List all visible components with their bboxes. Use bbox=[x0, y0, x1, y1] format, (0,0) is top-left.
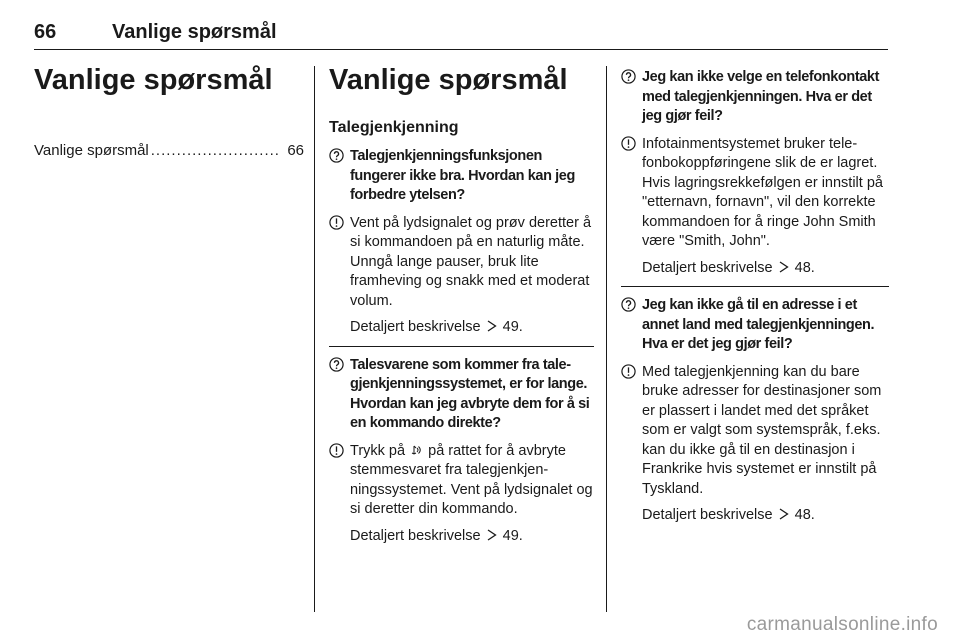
question-text: Jeg kan ikke gå til en adresse i et annet land med talegjenkjenningen. Hva er det jeg gjør feil? bbox=[642, 297, 875, 352]
answer-text-after: på rattet for å avbryte stemmesvaret fra talegjenkjenningssystemet. Vent på lydsignalet og si deretter din kommando. bbox=[350, 442, 593, 517]
question-item bbox=[329, 356, 594, 434]
section-title: Vanlige spørsmål bbox=[329, 64, 568, 96]
toc-page: 66 bbox=[287, 142, 304, 159]
answer-item bbox=[329, 442, 594, 520]
separator bbox=[621, 286, 889, 287]
detail-reference[interactable] bbox=[329, 527, 594, 547]
detail-page: 49. bbox=[502, 319, 523, 335]
detail-reference[interactable] bbox=[329, 318, 594, 338]
page-reference-icon bbox=[487, 320, 497, 332]
column-divider bbox=[606, 66, 607, 612]
answer-text: Infotainmentsystemet bruker telefonbokoppføringene slik de er lagret. Hvis lagringsrekkefølgen er innstilt på "etternavn, fornavn", vil den korrekte kommandoen for å ringe John Smith være "Smith, John". bbox=[642, 135, 883, 249]
exclamation-icon bbox=[329, 215, 344, 230]
toc-label: Vanlige spørsmål bbox=[34, 142, 149, 159]
content-column-2 bbox=[621, 68, 889, 526]
answer-text bbox=[350, 442, 594, 520]
answer-item bbox=[329, 214, 594, 312]
chapter-column bbox=[34, 62, 304, 159]
exclamation-icon bbox=[329, 443, 344, 458]
exclamation-icon bbox=[621, 136, 636, 151]
question-text: Jeg kan ikke velge en telefonkontakt med talegjenkjenningen. Hva er det jeg gjør feil? bbox=[642, 69, 880, 124]
answer-text-before: Trykk på bbox=[350, 442, 406, 459]
answer-text: Med talegjenkjenning kan du bare bruke adresser for destinasjoner som er plassert i landet med det språket som er valgt som systemspråk, f.eks. kan du ikke gå til en destinasjon i Frankrike hvis systemet er innstilt på Tyskland. bbox=[642, 363, 882, 497]
detail-page: 48. bbox=[794, 259, 815, 276]
detail-page: 48. bbox=[794, 507, 815, 523]
detail-reference[interactable] bbox=[621, 259, 889, 279]
answer-text: Vent på lydsignalet og prøv deretter å si kommandoen på en naturlig måte. Unngå lange pauser, bruk lite framheving og snakk med et moderat volum. bbox=[350, 214, 592, 309]
question-item bbox=[621, 68, 889, 127]
page-reference-icon bbox=[779, 508, 789, 520]
detail-page: 49. bbox=[502, 527, 523, 544]
chapter-title: Vanlige spørsmål bbox=[34, 64, 273, 96]
detail-label: Detaljert beskrivelse bbox=[642, 259, 773, 276]
answer-item bbox=[621, 363, 889, 500]
mic-icon bbox=[411, 444, 422, 456]
column-divider bbox=[314, 66, 315, 612]
answer-item bbox=[621, 135, 889, 252]
separator bbox=[329, 346, 594, 347]
question-icon bbox=[621, 69, 636, 84]
watermark: carmanualsonline.info bbox=[746, 614, 938, 635]
exclamation-icon bbox=[621, 364, 636, 379]
detail-label: Detaljert beskrivelse bbox=[350, 527, 481, 544]
question-text: Talegjenkjenningsfunksjonen fungerer ikke bra. Hvordan kan jeg forbedre ytelsen? bbox=[350, 148, 575, 203]
question-item bbox=[329, 147, 594, 206]
toc-entry[interactable] bbox=[34, 142, 304, 159]
question-icon bbox=[329, 357, 344, 372]
detail-reference[interactable] bbox=[621, 506, 889, 526]
detail-label: Detaljert beskrivelse bbox=[642, 507, 773, 523]
detail-label: Detaljert beskrivelse bbox=[350, 319, 481, 335]
page-reference-icon bbox=[487, 529, 497, 541]
question-item bbox=[621, 296, 889, 355]
header-rule bbox=[34, 49, 888, 50]
question-icon bbox=[329, 148, 344, 163]
content-column-1 bbox=[329, 62, 594, 546]
toc-leader: ......................... bbox=[150, 142, 280, 159]
question-icon bbox=[621, 297, 636, 312]
page-number: 66 bbox=[34, 21, 57, 43]
running-header: Vanlige spørsmål bbox=[112, 21, 277, 43]
question-text: Talesvarene som kommer fra talegjenkjenningssystemet, er for lange. Hvordan kan jeg avbryte dem for å si en kommando direkte? bbox=[350, 356, 590, 431]
subsection-title: Talegjenkjenning bbox=[329, 119, 459, 136]
page-reference-icon bbox=[779, 261, 789, 273]
